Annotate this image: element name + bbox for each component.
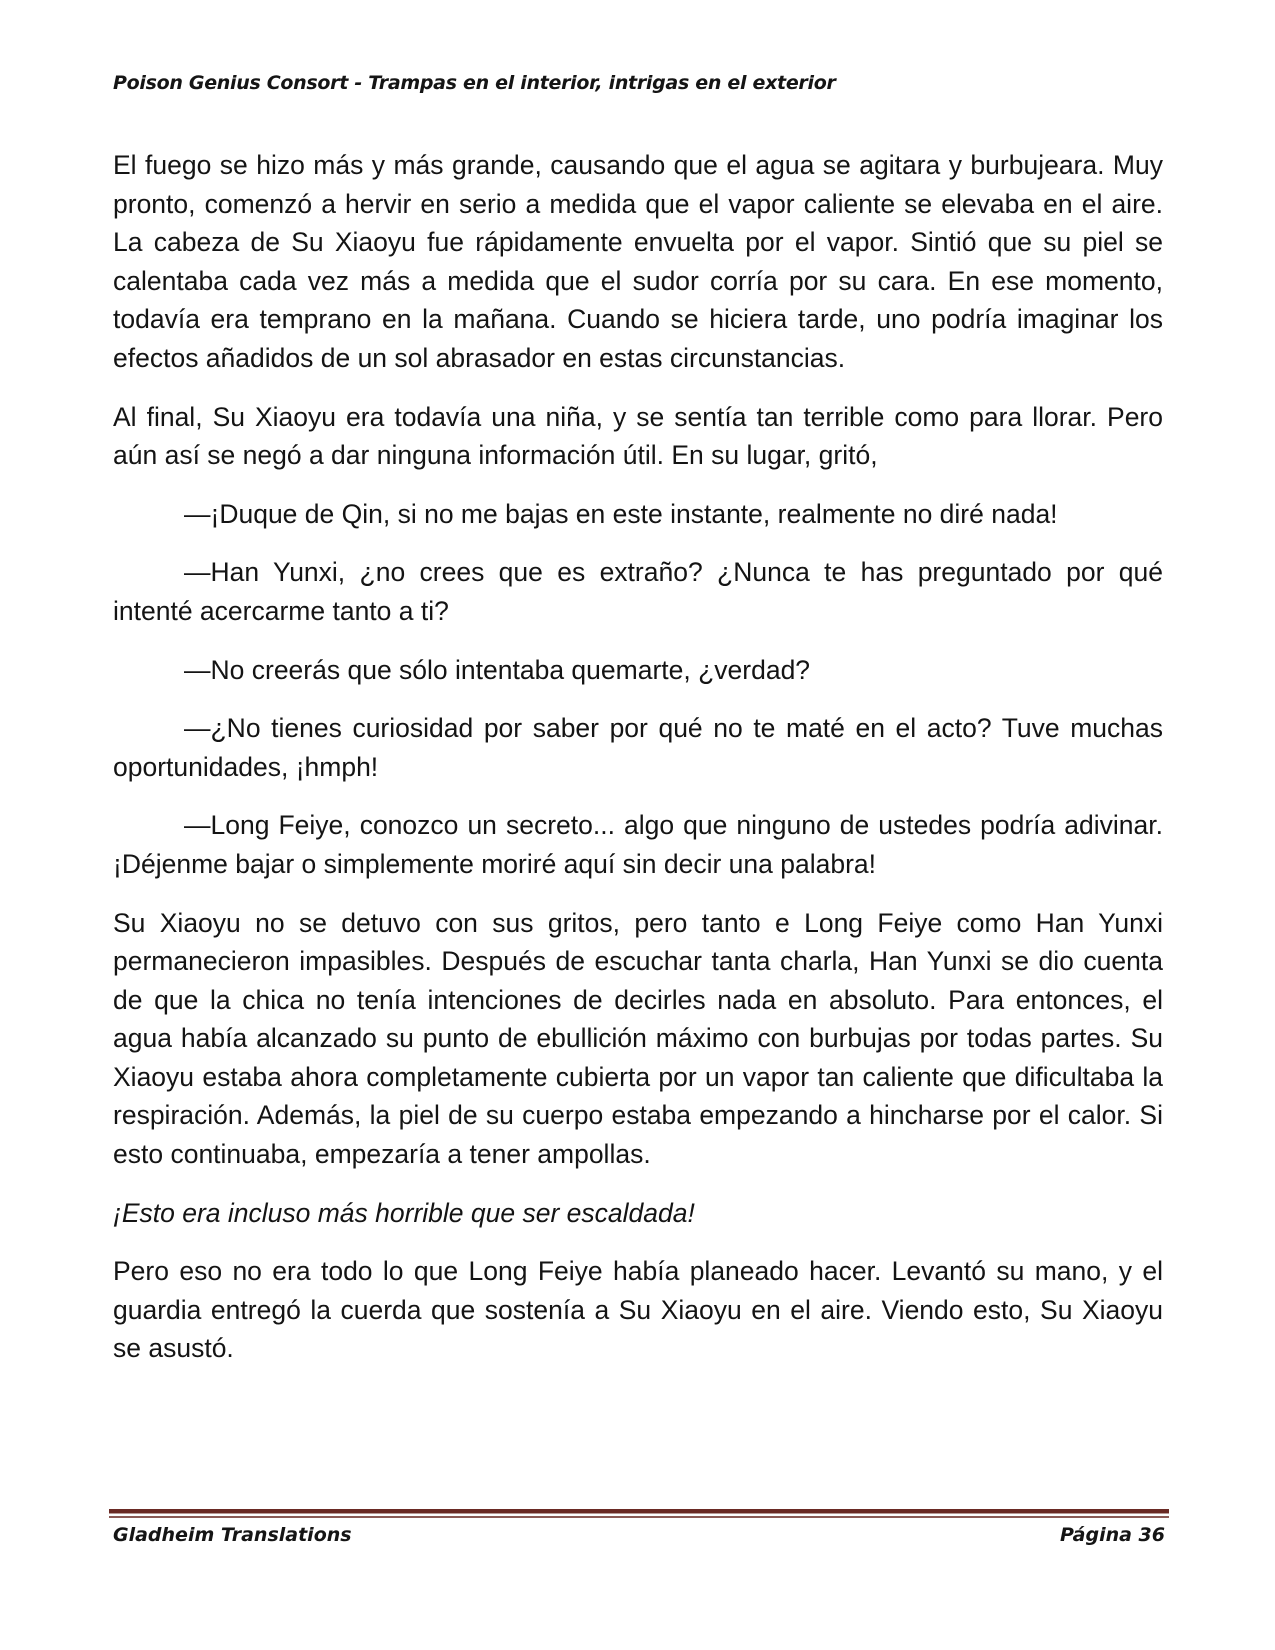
paragraph: Su Xiaoyu no se detuvo con sus gritos, pero tanto e Long Feiye como Han Yunxi permanecieron impasibles. Después de escuchar tanta charla, Han Yunxi se dio cuenta de que la chica no tenía intenciones de decirles nada en absoluto. Para entonces, el agua había alcanzado su punto de ebullición máximo con burbujas por todas partes. Su Xiaoyu estaba ahora completamente cubierta por un vapor tan caliente que dificultaba la respiración. Además, la piel de su cuerpo estaba empezando a hincharse por el calor. Si esto continuaba, empezaría a tener ampollas. [113,907,1163,1170]
paragraph: Pero eso no era todo lo que Long Feiye había planeado hacer. Levantó su mano, y el guardia entregó la cuerda que sostenía a Su Xiaoyu en el aire. Viendo esto, Su Xiaoyu se asustó. [113,1256,1163,1364]
footer-rule [109,1509,1169,1514]
paragraph: El fuego se hizo más y más grande, causando que el agua se agitara y burbujeara. Muy pronto, comenzó a hervir en serio a medida que el vapor caliente se elevaba en el aire. La cabeza de Su Xiaoyu fue rápidamente envuelta por el vapor. Sintió que su piel se calentaba cada vez más a medida que el sudor corría por su cara. En ese momento, todavía era temprano en la mañana. Cuando se hiciera tarde, uno podría imaginar los efectos añadidos de un sol abrasador en estas circunstancias. [113,150,1163,373]
footer-rule-thin [109,1516,1169,1518]
dialogue-line: —No creerás que sólo intentaba quemarte, ¿verdad? [184,654,811,685]
italic-paragraph: ¡Esto era incluso más horrible que ser escaldada! [113,1197,695,1228]
page-header: Poison Genius Consort - Trampas en el interior, intrigas en el exterior [113,72,836,94]
dialogue-line: —Long Feiye, conozco un secreto... algo que ninguno de ustedes podría adivinar. ¡Déjenme bajar o simplemente moriré aquí sin decir una palabra! [113,810,1163,879]
dialogue-line: —¡Duque de Qin, si no me bajas en este instante, realmente no diré nada! [184,498,1058,529]
document-body [113,146,1163,1388]
dialogue-line: —¿No tienes curiosidad por saber por qué no te maté en el acto? Tuve muchas oportunidades, ¡hmph! [113,713,1163,782]
footer-publisher: Gladheim Translations [113,1524,352,1546]
page-number: Página 36 [1059,1524,1165,1546]
dialogue-line: —Han Yunxi, ¿no crees que es extraño? ¿Nunca te has preguntado por qué intenté acercarme tanto a ti? [113,557,1163,626]
paragraph: Al final, Su Xiaoyu era todavía una niña, y se sentía tan terrible como para llorar. Pero aún así se negó a dar ninguna información útil. En su lugar, gritó, [113,401,1163,471]
